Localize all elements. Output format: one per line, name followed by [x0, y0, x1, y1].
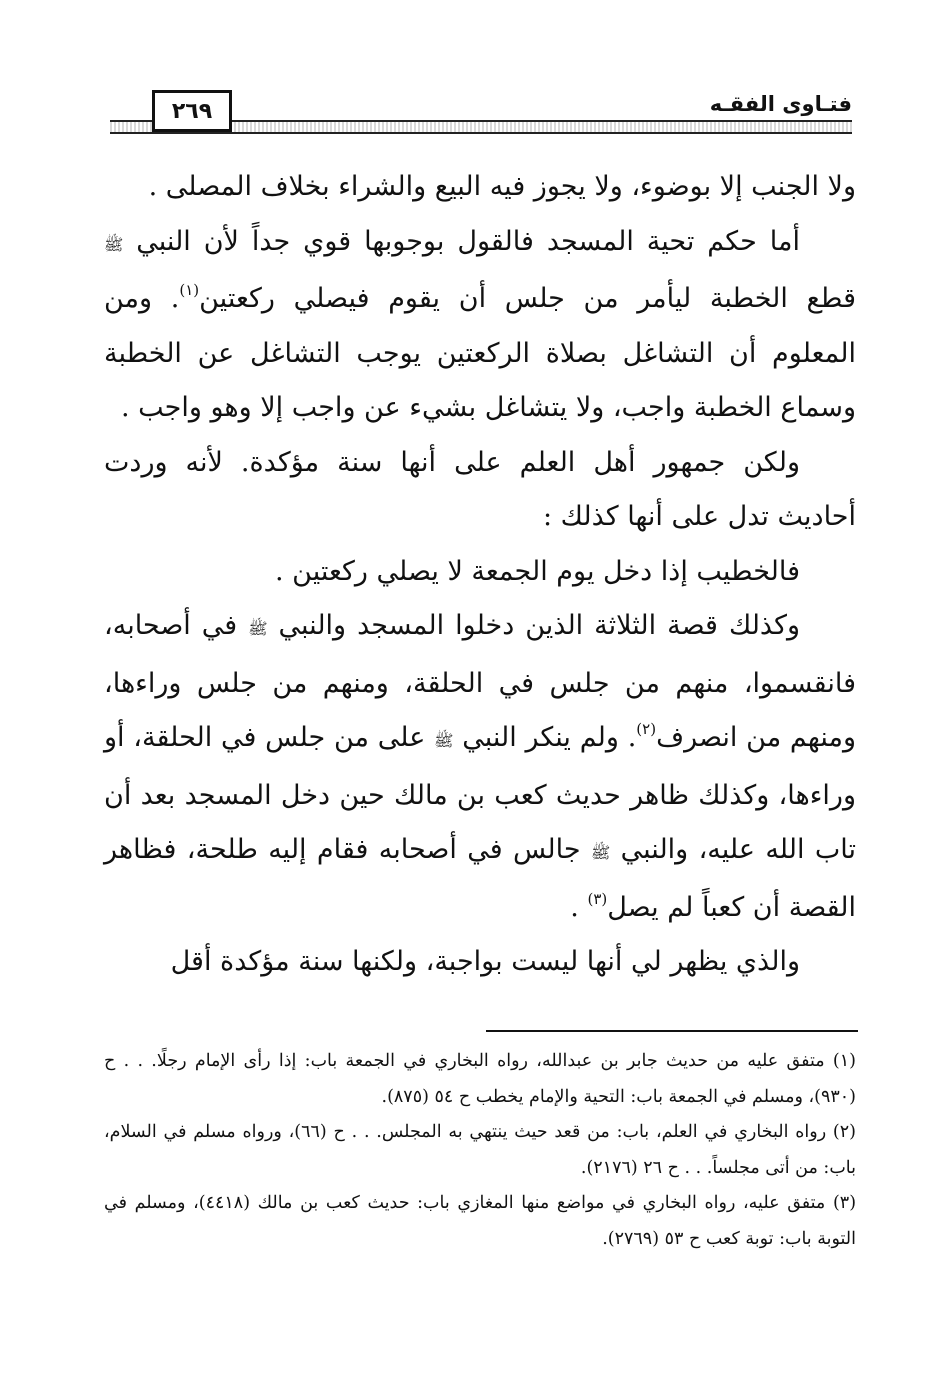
page-number: ٢٦٩ [152, 90, 232, 132]
paragraph-4: فالخطيب إذا دخل يوم الجمعة لا يصلي ركعتين . [274, 555, 800, 587]
main-text [104, 160, 856, 990]
paragraph-3: ولكن جمهور أهل العلم على أنها سنة مؤكدة. لأنه وردت أحاديث تدل على أنها كذلك : [104, 446, 856, 532]
footnote-1: (١) متفق عليه من حديث جابر بن عبدالله، رواه البخاري في الجمعة باب: إذا رأى الإمام رجلًا. . . ح (٩٣٠)، ومسلم في الجمعة باب: التحية والإمام يخطب ح ٥٤ (٨٧٥). [104, 1051, 856, 1107]
salutation-mark: ﷺ [248, 619, 268, 638]
salutation-mark: ﷺ [590, 843, 611, 862]
paragraph-5: وكذلك قصة الثلاثة الذين دخلوا المسجد والنبي ﷺ في أصحابه، فانقسموا، منهم من جلس في الحلقة، ومنهم من جلس وراءها، ومنهم من انصرف$^{(٢)}$. ولم ينكر النبي ﷺ على من جلس في الحلقة، أو وراءها، وكذلك ظاهر حديث كعب بن مالك حين دخل المسجد بعد أن تاب الله عليه، والنبي ﷺ جالس في أصحابه فقام إليه طلحة، فظاهر القصة أن كعباً لم يصل$^{(٣)}$ . [104, 610, 856, 923]
paragraph-6: والذي يظهر لي أنها ليست بواجبة، ولكنها سنة مؤكدة أقل [170, 946, 800, 977]
footnote-2: (٢) رواه البخاري في العلم، باب: من قعد حيث ينتهي به المجلس. . . ح (٦٦)، ورواه مسلم في السلام، باب: من أتى مجلساً. . . ح ٢٦ (٢١٧٦). [104, 1122, 856, 1178]
page-header [110, 86, 852, 134]
paragraph-1: ولا الجنب إلا بوضوء، ولا يجوز فيه البيع والشراء بخلاف المصلى . [148, 171, 856, 202]
footnote-ref-3[interactable]: (٣) [587, 889, 608, 908]
footnote-divider [486, 1030, 858, 1032]
salutation-mark: ﷺ [104, 234, 124, 254]
footnote-ref-2[interactable]: (٢) [636, 720, 657, 738]
footnotes [104, 1044, 856, 1257]
footnote-ref-1[interactable]: (١) [179, 281, 200, 299]
paragraph-2: أما حكم تحية المسجد فالقول بوجوبها قوي جداً لأن النبي ﷺ قطع الخطبة ليأمر من جلس أن يقوم فيصلي ركعتين$^{(١)}$. ومن المعلوم أن التشاغل بصلاة الركعتين يوجب التشاغل عن الخطبة وسماع الخطبة واجب، ولا يتشاغل بشيء عن واجب إلا وهو واجب . [104, 225, 856, 423]
salutation-mark: ﷺ [434, 731, 454, 750]
footnote-3: (٣) متفق عليه، رواه البخاري في مواضع منها المغازي باب: حديث كعب بن مالك (٤٤١٨)، ومسلم في التوبة باب: توبة كعب ح ٥٣ (٢٧٦٩). [104, 1193, 857, 1249]
book-title: فتـاوى الفقـه [700, 92, 852, 116]
